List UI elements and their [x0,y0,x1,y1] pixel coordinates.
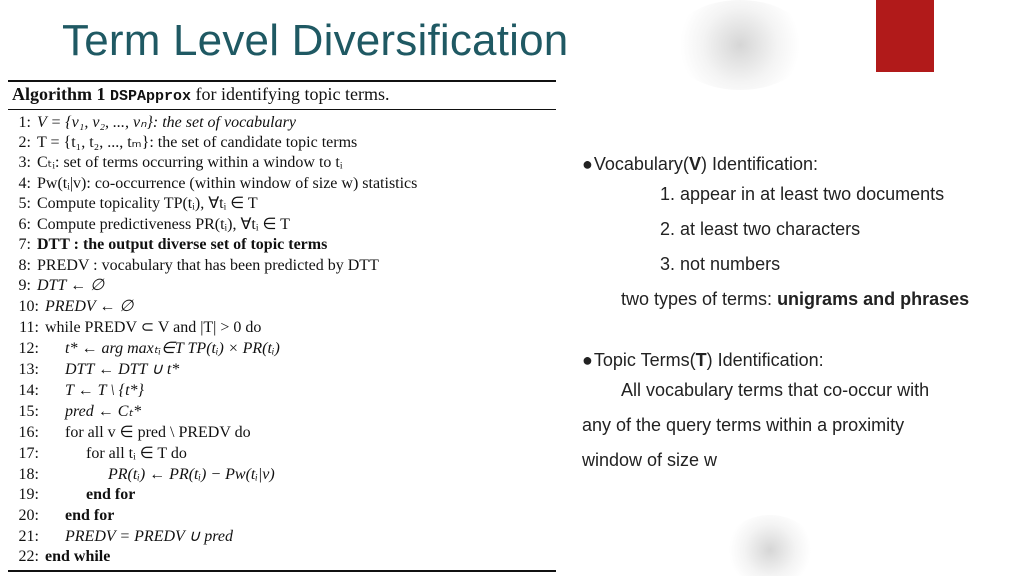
line-number: 22: [18,548,39,565]
line-text: T = {t₁, t₂, ..., tₘ}: the set of candidate topic terms [37,134,358,151]
algorithm-top-rule [8,80,556,82]
algorithm-line [8,113,296,133]
line-number: 13: [18,361,39,378]
line-number: 8: [18,257,31,274]
algorithm-caption-text: for identifying topic terms. [195,84,390,104]
vocabulary-criterion: 1. appear in at least two documents [660,184,945,204]
line-number: 4: [18,175,31,192]
algorithm-box [8,80,556,572]
line-text: PREDV : vocabulary that has been predicted by DTT [37,257,379,274]
line-text: PREDV = PREDV ∪ pred [65,528,233,545]
heading-text: Vocabulary( [593,154,689,174]
line-text: DTT ← ∅ [37,277,104,294]
algorithm-caption [12,84,389,105]
line-text: V = {v₁, v₂, ..., vₙ}: the set of vocabulary [37,114,296,131]
heading-text: ) Identification: [706,350,824,370]
algorithm-line [8,174,417,194]
line-number: 11: [19,319,39,336]
algorithm-line [8,235,327,255]
term-types-value: unigrams and phrases [777,289,970,309]
line-text: end for [86,486,136,503]
algorithm-line [8,402,141,422]
algorithm-label: Algorithm 1 [12,84,106,104]
line-number: 1: [18,114,31,131]
algorithm-line [8,465,275,485]
algorithm-mid-rule [8,109,556,110]
line-text: end while [45,548,111,565]
line-number: 17: [18,445,39,462]
line-text: end for [65,507,115,524]
heading-symbol: T [695,350,707,370]
algorithm-line [8,381,144,401]
line-number: 7: [18,236,31,253]
line-number: 2: [18,134,31,151]
term-types-label: two types of terms: [621,289,778,309]
algorithm-line [8,153,342,173]
line-text: DTT : the output diverse set of topic terms [37,236,328,253]
algorithm-line [8,215,290,235]
line-number: 15: [18,403,39,420]
algorithm-line [8,506,114,526]
line-number: 20: [18,507,39,524]
line-text: while PREDV ⊂ V and |T| > 0 do [45,319,262,336]
heading-text: ) Identification: [700,154,819,174]
algorithm-line [8,547,110,567]
topic-terms-text: any of the query terms within a proximity [582,415,905,435]
slide-title: Term Level Diversification [62,16,569,65]
line-number: 3: [18,154,31,171]
line-number: 5: [18,195,31,212]
algorithm-name: DSPApprox [110,88,192,105]
accent-bar [876,0,934,72]
line-text: T ← T \ {t*} [65,382,144,399]
line-number: 6: [18,216,31,233]
line-text: Compute predictiveness PR(tᵢ), ∀tᵢ ∈ T [37,216,290,233]
line-number: 16: [18,424,39,441]
line-number: 18: [18,466,39,483]
line-number: 14: [18,382,39,399]
heading-text: Topic Terms( [593,350,696,370]
algorithm-line [8,527,233,547]
line-text: PREDV ← ∅ [45,298,134,315]
algorithm-line [8,256,379,276]
vocabulary-heading [582,154,818,175]
line-number: 21: [18,528,39,545]
algorithm-line [8,444,187,464]
bullet-icon: ● [582,154,593,174]
algorithm-line [8,360,179,380]
line-number: 10: [18,298,39,315]
algorithm-line [8,297,133,317]
line-text: pred ← Cₜ* [65,403,142,420]
algorithm-line [8,339,280,359]
line-text: Pw(tᵢ|v): co-occurrence (within window of size w) statistics [37,175,418,192]
topic-terms-text: All vocabulary terms that co-occur with [621,380,930,400]
term-types [621,289,969,310]
algorithm-line [8,194,258,214]
line-number: 9: [18,277,31,294]
decorative-shadow-top [670,0,810,90]
topic-terms-heading [582,350,824,371]
algorithm-line [8,276,104,296]
vocabulary-criterion: 3. not numbers [660,254,781,274]
vocabulary-criterion: 2. at least two characters [660,219,861,239]
line-text: PR(tᵢ) ← PR(tᵢ) − Pw(tᵢ|v) [108,466,275,483]
algorithm-line [8,133,357,153]
algorithm-line [8,423,251,443]
algorithm-line [8,318,261,338]
decorative-shadow-bottom [725,515,815,576]
line-text: for all v ∈ pred \ PREDV do [65,424,251,441]
line-text: t* ← arg maxₜᵢ∈T TP(tᵢ) × PR(tᵢ) [65,340,280,357]
algorithm-bottom-rule [8,570,556,572]
line-text: Cₜᵢ: set of terms occurring within a window to tᵢ [37,154,343,171]
bullet-icon: ● [582,350,593,370]
algorithm-line [8,485,135,505]
line-number: 12: [18,340,39,357]
heading-symbol: V [688,154,701,174]
line-text: DTT ← DTT ∪ t* [65,361,180,378]
line-text: for all tᵢ ∈ T do [86,445,187,462]
line-number: 19: [18,486,39,503]
line-text: Compute topicality TP(tᵢ), ∀tᵢ ∈ T [37,195,258,212]
topic-terms-text: window of size w [582,450,718,470]
